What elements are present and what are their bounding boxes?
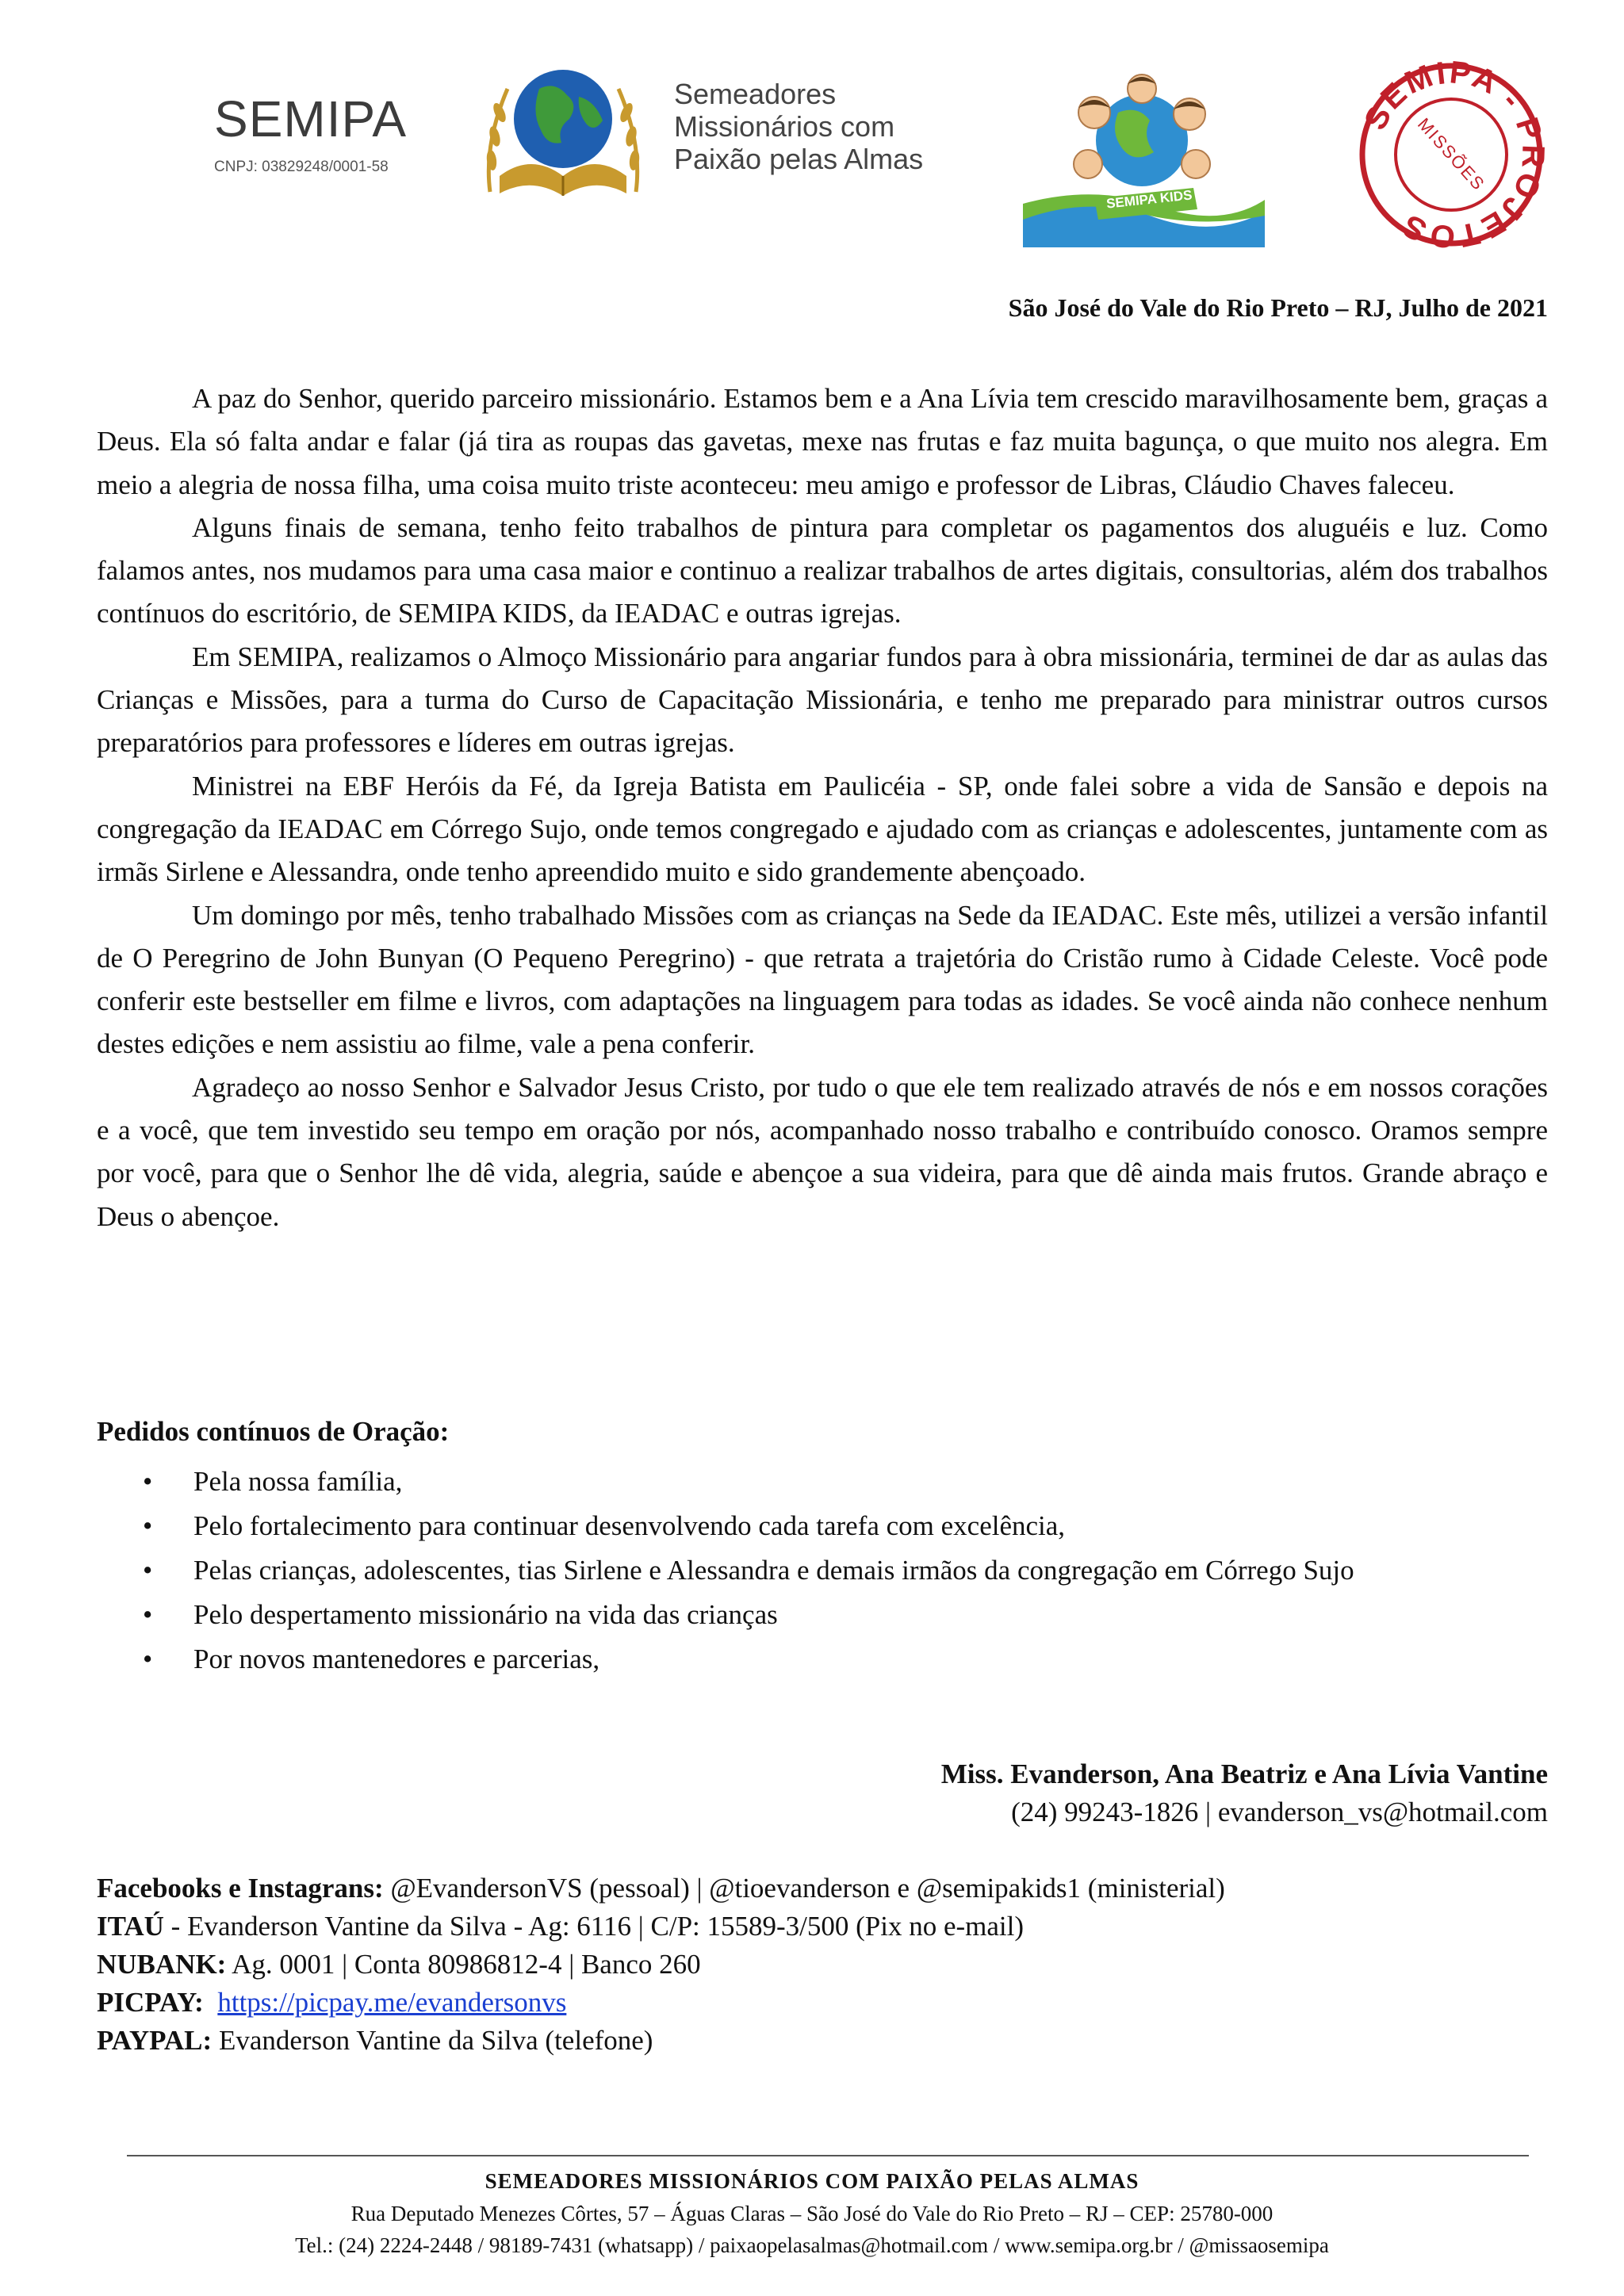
bullet-icon: • — [143, 1555, 153, 1586]
seal-center-text: MISSÕES — [1413, 113, 1489, 195]
paragraph: Um domingo por mês, tenho trabalhado Missões com as crianças na Sede da IEADAC. Este mês, utilizei a versão infantil de O Peregrino de John Bunyan (O Pequeno Peregrino) - que retrata a trajetória do Cristão rumo à Cidade Celeste. Você pode conferir este bestseller em filme e livros, com adaptações na linguagem para todas as idades. Se você ainda não conhece nenhum destes edições e nem assistiu ao filme, vale a pena conferir. — [97, 899, 1548, 1060]
prayer-item-text: Por novos mantenedores e parcerias, — [193, 1644, 600, 1674]
footer-divider — [127, 2155, 1529, 2156]
prayer-item — [97, 1595, 1548, 1635]
signature: Miss. Evanderson, Ana Beatriz e Ana Lívia Vantine — [940, 1758, 1548, 1789]
bullet-icon: • — [143, 1644, 153, 1674]
paragraph: Ministrei na EBF Heróis da Fé, da Igreja Batista em Paulicéia - SP, onde falei sobre a vida de Sansão e depois na congregação da IEADAC em Córrego Sujo, onde temos congregado e ajudado com as crianças e adolescentes, juntamente com as irmãs Sirlene e Alessandra, onde tenho apreendido muito e sido grandemente abençoado. — [97, 770, 1548, 888]
letter-body — [97, 377, 1548, 1238]
prayer-list — [97, 1462, 1548, 1684]
nubank-value: Ag. 0001 | Conta 80986812-4 | Banco 260 — [226, 1949, 701, 1980]
prayer-item-text: Pelo fortalecimento para continuar desenvolvendo cada tarefa com excelência, — [193, 1510, 1066, 1541]
footer-org: SEMEADORES MISSIONÁRIOS COM PAIXÃO PELAS ALMAS — [485, 2169, 1139, 2193]
prayer-item — [97, 1640, 1548, 1679]
org-name-line: Semeadores — [674, 78, 837, 110]
bullet-icon: • — [143, 1599, 153, 1630]
date-line: São José do Vale do Rio Preto – RJ, Julho de 2021 — [1008, 293, 1548, 322]
kids-logo-label: SEMIPA KIDS — [1105, 187, 1193, 212]
prayer-title: Pedidos contínuos de Oração: — [97, 1416, 450, 1447]
picpay-link[interactable]: https://picpay.me/evandersonvs — [217, 1987, 567, 2018]
picpay-label: PICPAY: — [97, 1987, 204, 2018]
prayer-item — [97, 1462, 1548, 1502]
social-label: Facebooks e Instagrans: — [97, 1873, 384, 1904]
missoes-seal — [1348, 55, 1554, 254]
bullet-icon: • — [143, 1510, 153, 1541]
org-name-line: Paixão pelas Almas — [674, 143, 924, 175]
bullet-icon: • — [143, 1466, 153, 1497]
itau-row — [97, 1908, 1225, 1946]
org-name-line: Missionários com — [674, 110, 895, 143]
paragraph: Alguns finais de semana, tenho feito trabalhos de pintura para completar os pagamentos dos aluguéis e luz. Como falamos antes, nos mudamos para uma casa maior e continuo a realizar trabalhos de artes digitais, consultorias, além dos trabalhos contínuos do escritório, de SEMIPA KIDS, da IEADAC e outras igrejas. — [97, 511, 1548, 629]
footer-contacts: Tel.: (24) 2224-2448 / 98189-7431 (whatsapp) / paixaopelasalmas@hotmail.com / www.semipa.org.br / @missaosemipa — [295, 2233, 1329, 2257]
paragraph: Em SEMIPA, realizamos o Almoço Missionário para angariar fundos para à obra missionária, terminei de dar as aulas das Crianças e Missões, para a turma do Curso de Capacitação Missionária, e tenho me preparado para ministrar outros cursos preparatórios para professores e líderes em outras igrejas. — [97, 641, 1548, 759]
paragraph: A paz do Senhor, querido parceiro missionário. Estamos bem e a Ana Lívia tem crescido maravilhosamente bem, graças a Deus. Ela só falta andar e falar (já tira as roupas das gavetas, mexe nas frutas e faz muita bagunça, o que muito nos alegra. Em meio a alegria de nossa filha, uma coisa muito triste aconteceu: meu amigo e professor de Libras, Cláudio Chaves faleceu. — [97, 383, 1548, 500]
seal-ring-text: SEMIPA - PROJETOS — [1358, 55, 1551, 254]
prayer-item-text: Pelas crianças, adolescentes, tias Sirlene e Alessandra e demais irmãos da congregação em Córrego Sujo — [193, 1555, 1354, 1586]
semipa-wordmark: SEMIPA — [214, 90, 408, 147]
social-row — [97, 1869, 1225, 1908]
nubank-row — [97, 1946, 1225, 1984]
contact-line: (24) 99243-1826 | evanderson_vs@hotmail.com — [1011, 1797, 1548, 1827]
itau-label: ITAÚ — [97, 1911, 164, 1942]
prayer-item-text: Pelo despertamento missionário na vida das crianças — [193, 1599, 778, 1630]
semipa-kids-logo — [1023, 57, 1265, 247]
nubank-label: NUBANK: — [97, 1949, 227, 1980]
picpay-row — [97, 1984, 1225, 2022]
itau-value: - Evanderson Vantine da Silva - Ag: 6116 | C/P: 15589-3/500 (Pix no e-mail) — [163, 1911, 1025, 1942]
prayer-item — [97, 1506, 1548, 1546]
prayer-item-text: Pela nossa família, — [193, 1466, 403, 1497]
footer-address: Rua Deputado Menezes Côrtes, 57 – Águas Claras – São José do Vale do Rio Preto – RJ – CEP: 25780-000 — [350, 2202, 1274, 2225]
social-value: @EvandersonVS (pessoal) | @tioevanderson e @semipakids1 (ministerial) — [383, 1873, 1225, 1904]
org-name — [674, 78, 923, 175]
paypal-row — [97, 2022, 1225, 2060]
donation-info — [97, 1869, 1225, 2060]
paragraph: Agradeço ao nosso Senhor e Salvador Jesus Cristo, por tudo o que ele tem realizado através de nós e em nossos corações e a você, que tem investido seu tempo em oração por nós, acompanhado nosso trabalho e contribuído conosco. Oramos sempre por você, para que o Senhor lhe dê vida, alegria, saúde e abençoe a sua videira, para que dê ainda mais frutos. Grande abraço e Deus o abençoe. — [97, 1071, 1548, 1232]
footer — [0, 2164, 1624, 2261]
paypal-label: PAYPAL: — [97, 2025, 213, 2056]
cnpj-text: CNPJ: 03829248/0001-58 — [214, 159, 389, 175]
globe-hands-logo — [468, 57, 658, 208]
semipa-logo — [214, 90, 444, 176]
paypal-value: Evanderson Vantine da Silva (telefone) — [212, 2025, 653, 2056]
prayer-item — [97, 1551, 1548, 1590]
